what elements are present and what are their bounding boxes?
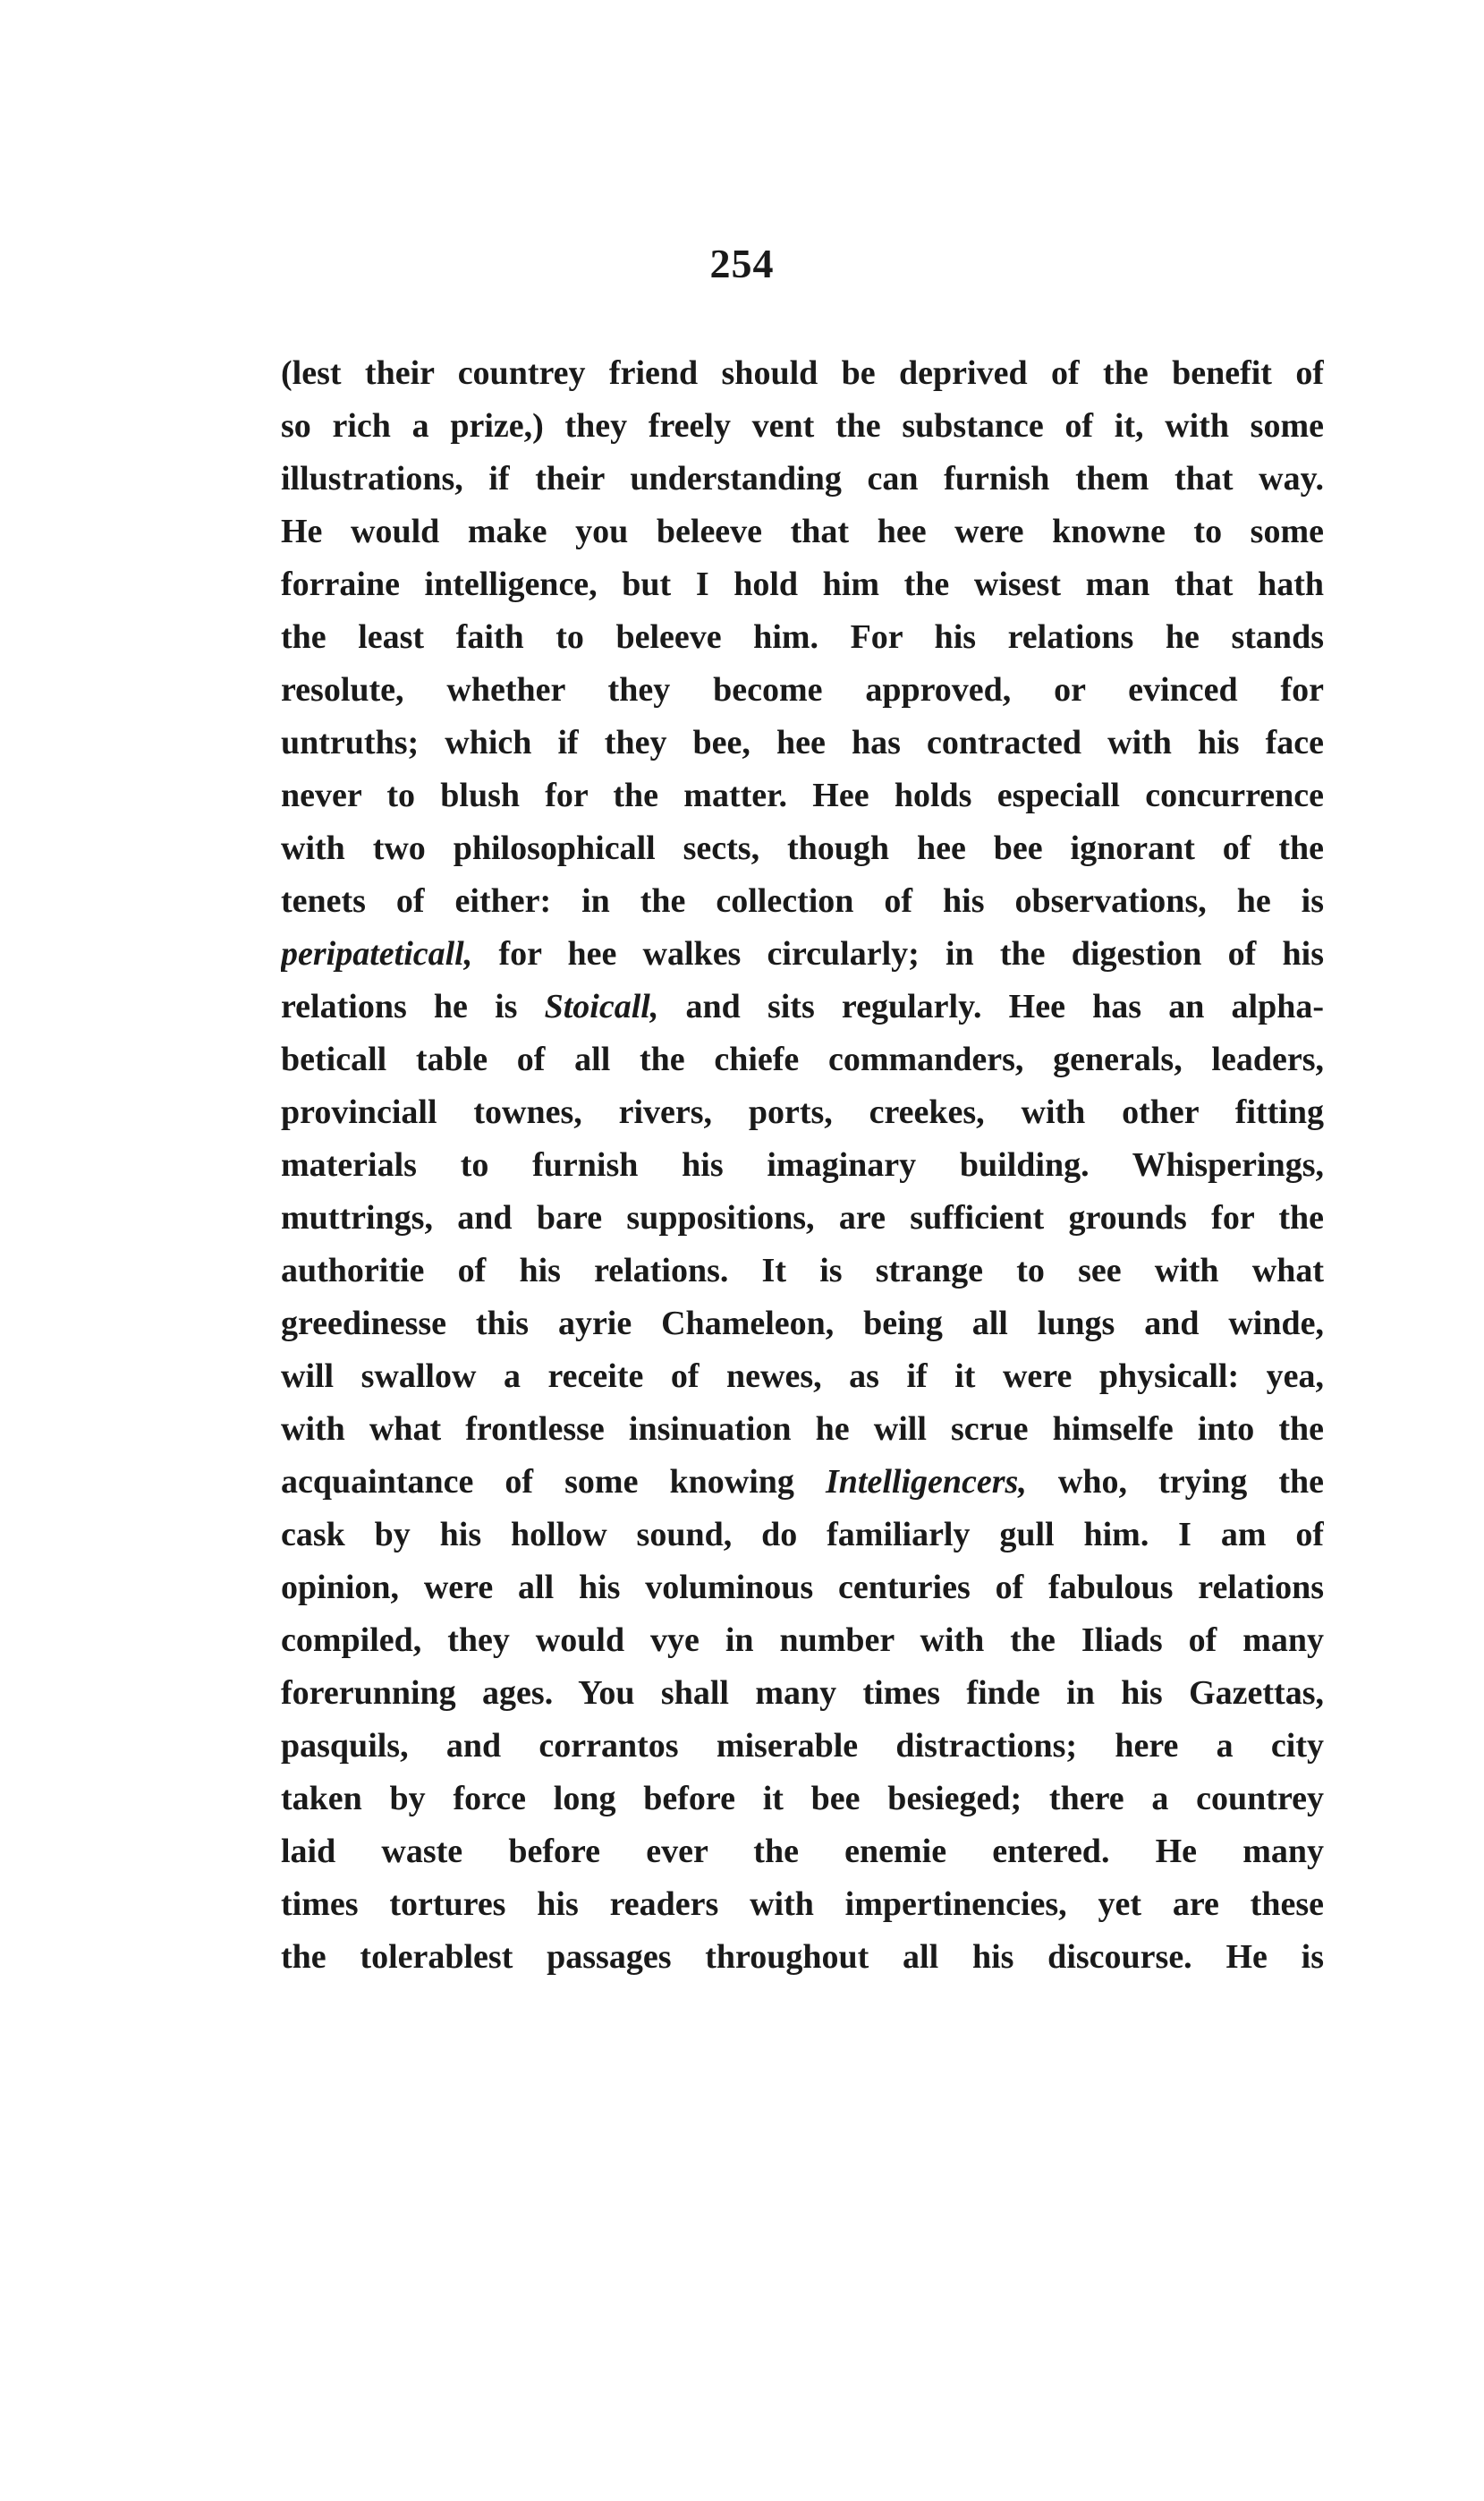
text-line: [281, 1245, 1324, 1297]
text-run: so rich a prize,) they freely vent the substance of it, with some: [281, 407, 1324, 445]
text-line: [281, 1561, 1324, 1614]
text-line: [281, 1825, 1324, 1878]
text-line: [281, 1086, 1324, 1139]
text-run: acquaintance of some knowing: [281, 1463, 826, 1501]
text-run: untruths; which if they bee, hee has contracted with his face: [281, 724, 1324, 761]
text-run: compiled, they would vye in number with the Iliads of many: [281, 1621, 1324, 1659]
italic-text-run: peripateticall,: [281, 935, 473, 973]
text-line: [281, 347, 1324, 400]
text-run: illustrations, if their understanding can furnish them that way.: [281, 460, 1324, 498]
text-line: [281, 822, 1324, 875]
text-run: resolute, whether they become approved, or evinced for: [281, 671, 1324, 709]
text-run: never to blush for the matter. Hee holds especiall concurrence: [281, 777, 1324, 814]
text-run: times tortures his readers with impertinencies, yet are these: [281, 1885, 1324, 1923]
text-run: the tolerablest passages throughout all his discourse. He is: [281, 1938, 1324, 1976]
italic-text-run: Stoicall,: [544, 988, 659, 1025]
text-line: [281, 1509, 1324, 1561]
text-line: [281, 1297, 1324, 1350]
text-line: [281, 770, 1324, 822]
text-run: with two philosophicall sects, though hee bee ignorant of the: [281, 829, 1324, 867]
text-run: for hee walkes circularly; in the digestion of his: [472, 935, 1324, 973]
text-run: pasquils, and corrantos miserable distractions; here a city: [281, 1727, 1324, 1765]
text-run: tenets of either: in the collection of his observations, he is: [281, 882, 1324, 920]
text-line: [281, 1139, 1324, 1192]
text-line: [281, 453, 1324, 506]
text-run: (lest their countrey friend should be deprived of the benefit of: [281, 354, 1324, 392]
text-run: materials to furnish his imaginary building. Whisperings,: [281, 1146, 1324, 1184]
text-line: [281, 506, 1324, 558]
text-line: [281, 1931, 1324, 1984]
text-run: greedinesse this ayrie Chameleon, being all lungs and winde,: [281, 1305, 1324, 1342]
text-run: cask by his hollow sound, do familiarly gull him. I am of: [281, 1516, 1324, 1553]
italic-text-run: Intelligencers,: [826, 1463, 1027, 1501]
text-run: authoritie of his relations. It is strange to see with what: [281, 1252, 1324, 1289]
text-run: forraine intelligence, but I hold him the wisest man that hath: [281, 566, 1324, 603]
text-run: the least faith to beleeve him. For his relations he stands: [281, 618, 1324, 656]
text-line: [281, 611, 1324, 664]
text-run: beticall table of all the chiefe commanders, generals, leaders,: [281, 1041, 1324, 1078]
text-line: [281, 400, 1324, 453]
text-run: opinion, were all his voluminous centuries of fabulous relations: [281, 1569, 1324, 1606]
text-line: [281, 1034, 1324, 1086]
text-run: who, trying the: [1026, 1463, 1324, 1501]
text-line: [281, 1614, 1324, 1667]
text-line: [281, 1456, 1324, 1509]
text-line: [281, 1192, 1324, 1245]
body-text: [281, 347, 1324, 1984]
text-line: [281, 1350, 1324, 1403]
text-line: [281, 717, 1324, 770]
text-run: and sits regularly. Hee has an alpha-: [658, 988, 1324, 1025]
text-run: provinciall townes, rivers, ports, creekes, with other fitting: [281, 1093, 1324, 1131]
text-run: muttrings, and bare suppositions, are sufficient grounds for the: [281, 1199, 1324, 1237]
text-line: [281, 1773, 1324, 1825]
text-run: He would make you beleeve that hee were knowne to some: [281, 513, 1324, 550]
text-line: [281, 928, 1324, 981]
text-run: taken by force long before it bee besieged; there a countrey: [281, 1780, 1324, 1817]
text-line: [281, 1403, 1324, 1456]
text-line: [281, 1667, 1324, 1720]
text-run: laid waste before ever the enemie entered. He many: [281, 1833, 1324, 1870]
text-line: [281, 875, 1324, 928]
text-line: [281, 1878, 1324, 1931]
text-line: [281, 1720, 1324, 1773]
text-line: [281, 664, 1324, 717]
text-run: relations he is: [281, 988, 545, 1025]
page-number: 254: [709, 241, 775, 286]
text-line: [281, 981, 1324, 1034]
text-run: forerunning ages. You shall many times finde in his Gazettas,: [281, 1674, 1324, 1712]
text-run: will swallow a receite of newes, as if it were physicall: yea,: [281, 1357, 1324, 1395]
text-run: with what frontlesse insinuation he will scrue himselfe into the: [281, 1410, 1324, 1448]
text-line: [281, 558, 1324, 611]
